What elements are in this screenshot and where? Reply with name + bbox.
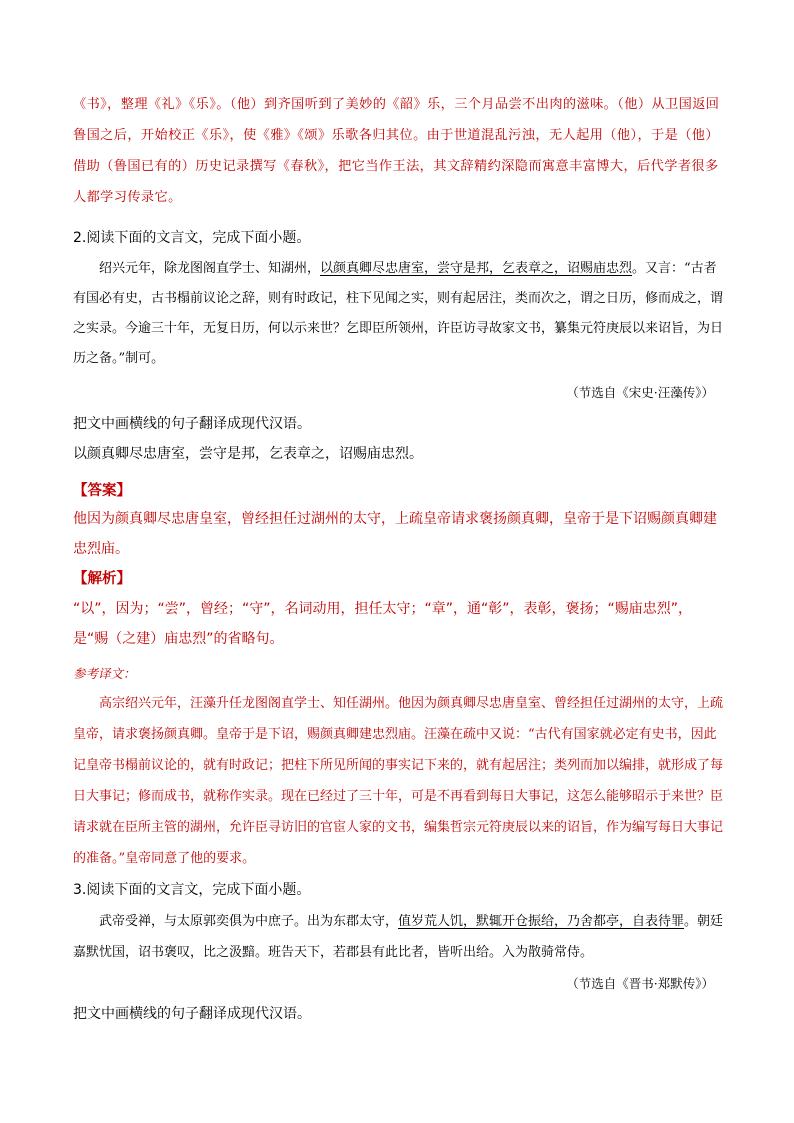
q2-passage-before: 绍兴元年，除龙图阁直学士、知湖州， bbox=[99, 261, 321, 276]
question-2-heading bbox=[73, 223, 725, 253]
q2-passage-after: 。又言：“古者有国必有史，古书榻前议论之辞，则有时政记，柱下见闻之实，则有起居注，类而次之，谓之日历，修而成之，谓之实录。今逾三十年，无复日历，何以示来世？乞即臣所领州，许臣访寻故家文书，纂集元符庚辰以来诏旨，为日历之备。”制可。 bbox=[73, 261, 724, 366]
question-3-heading bbox=[73, 875, 725, 905]
question-3-instruction bbox=[73, 999, 725, 1029]
q3-source-text: （节选自《晋书·郑默传》） bbox=[566, 976, 714, 991]
q3-passage-underlined: 值岁荒人饥，默辄开仓振给，乃舍都亭，自表待罪 bbox=[398, 914, 685, 929]
reference-translation bbox=[73, 688, 725, 874]
question-2-source bbox=[566, 383, 714, 401]
answer-label bbox=[73, 478, 725, 504]
prev-translation-end bbox=[73, 89, 725, 213]
question-3-source bbox=[566, 974, 714, 992]
q3-passage-after: 。朝廷嘉默忧国，诏书褒叹，比之汲黯。班告天下，若郡县有此比者，皆听出给。入为散骑常侍。 bbox=[73, 914, 724, 960]
reference-label-text: 参考译文： bbox=[73, 666, 136, 681]
q2-source-text: （节选自《宋史·汪藻传》） bbox=[566, 385, 714, 400]
reference-translation-label bbox=[73, 664, 725, 684]
q3-passage-before: 武帝受禅，与太原郭奕俱为中庶子。出为东郡太守， bbox=[99, 914, 399, 929]
q2-instruction-text: 把文中画横线的句子翻译成现代汉语。 bbox=[73, 416, 311, 432]
analysis-label-text: 【解析】 bbox=[73, 571, 131, 587]
answer-content: 他因为颜真卿尽忠唐皇室，曾经担任过湖州的太守，上疏皇帝请求褒扬颜真卿，皇帝于是下诏赐颜真卿建忠烈庙。 bbox=[73, 511, 717, 557]
question-3-heading-text: 3.阅读下面的文言文，完成下面小题。 bbox=[73, 882, 311, 898]
question-2-instruction bbox=[73, 409, 725, 469]
reference-translation-text: 高宗绍兴元年，汪藻升任龙图阁直学士、知任湖州。他因为颜真卿尽忠唐皇室、曾经担任过湖州的太守，上疏皇帝，请求褒扬颜真卿。皇帝于是下诏，赐颜真卿建忠烈庙。汪藻在疏中又说：“古代有国家就必定有史书，因此记皇帝书榻前议论的，就有时政记；把柱下所见所闻的事实记下来的，就有起居注；类列而加以编排，就形成了每日大事记；修而成书，就称作实录。现在已经过了三十年，可是不再看到每日大事记，这怎么能够昭示于来世？臣请求就在臣所主管的湖州，允许臣寻访旧的官宦人家的文书，编集哲宗元符庚辰以来的诏旨，作为编写每日大事记的准备。”皇帝同意了他的要求。 bbox=[73, 696, 724, 866]
analysis-text bbox=[73, 594, 725, 654]
q3-instruction-text: 把文中画横线的句子翻译成现代汉语。 bbox=[73, 1006, 311, 1022]
prev-translation-text: 《书》，整理《礼》《乐》。（他）到齐国听到了美妙的《韶》乐，三个月品尝不出肉的滋味。（他）从卫国返回鲁国之后，开始校正《乐》，使《雅》《颂》乐歌各归其位。由于世道混乱污浊，无人起用（他），于是（他）借助（鲁国已有的）历史记录撰写《春秋》，把它当作王法，其文辞精约深隐而寓意丰富博大，后代学者很多人都学习传录它。 bbox=[73, 97, 720, 205]
question-2-passage bbox=[73, 254, 725, 374]
question-3-passage bbox=[73, 906, 725, 968]
question-2-heading-text: 2.阅读下面的文言文，完成下面小题。 bbox=[73, 230, 311, 246]
q2-target-sentence: 以颜真卿尽忠唐室，尝守是邦，乞表章之，诏赐庙忠烈。 bbox=[73, 446, 423, 462]
analysis-content: “以”，因为；“尝”，曾经；“守”，名词动用，担任太守；“章”，通“彰”，表彰，褒扬；“赐庙忠烈”，是“赐（之建）庙忠烈”的省略句。 bbox=[73, 601, 693, 647]
answer-label-text: 【答案】 bbox=[73, 483, 131, 499]
analysis-label bbox=[73, 566, 725, 592]
answer-text bbox=[73, 504, 725, 564]
q2-passage-underlined: 以颜真卿尽忠唐室，尝守是邦，乞表章之，诏赐庙忠烈 bbox=[320, 261, 633, 276]
